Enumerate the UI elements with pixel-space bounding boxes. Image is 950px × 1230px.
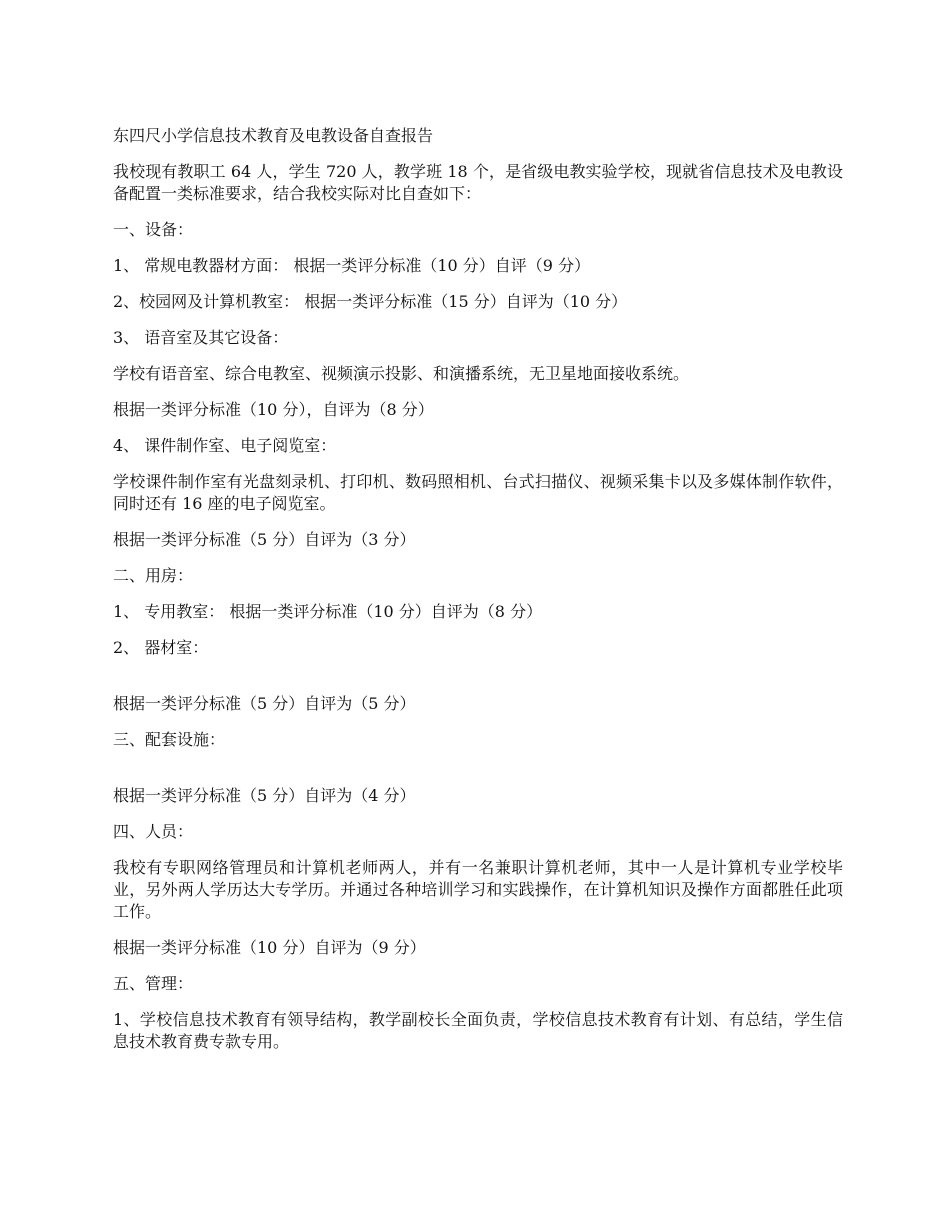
- section-4-heading: 四、人员：: [113, 822, 194, 841]
- document-page: [113, 125, 843, 1067]
- section-2-item-2-score: 根据一类评分标准（5 分）自评为（5 分）: [113, 694, 416, 713]
- document-title: 东四尺小学信息技术教育及电教设备自查报告: [113, 126, 434, 145]
- section-1-item-3-desc: 学校有语音室、综合电教室、视频演示投影、和演播系统，无卫星地面接收系统。: [113, 364, 690, 383]
- section-3-score: 根据一类评分标准（5 分）自评为（4 分）: [113, 786, 416, 805]
- section-1-item-3: 3、 语音室及其它设备：: [113, 328, 289, 347]
- section-1-item-2: 2、校园网及计算机教室： 根据一类评分标准（15 分）自评为（10 分）: [113, 292, 628, 311]
- blank-space: [113, 765, 843, 785]
- section-1-item-4-score: 根据一类评分标准（5 分）自评为（3 分）: [113, 530, 416, 549]
- section-5-item-1: 1、学校信息技术教育有领导结构，教学副校长全面负责，学校信息技术教育有计划、有总结，学生信息技术教育费专款专用。: [113, 1010, 843, 1051]
- section-1-item-4: 4、 课件制作室、电子阅览室：: [113, 436, 337, 455]
- section-1-item-1: 1、 常规电教器材方面： 根据一类评分标准（10 分）自评（9 分）: [113, 256, 591, 275]
- section-2-item-2: 2、 器材室：: [113, 638, 209, 657]
- section-1-heading: 一、设备：: [113, 220, 194, 239]
- intro-paragraph: 我校现有教职工 64 人，学生 720 人，教学班 18 个，是省级电教实验学校，现就省信息技术及电教设备配置一类标准要求，结合我校实际对比自查如下：: [113, 162, 843, 203]
- section-2-heading: 二、用房：: [113, 566, 194, 585]
- blank-space: [113, 673, 843, 693]
- section-1-item-3-score: 根据一类评分标准（10 分），自评为（8 分）: [113, 400, 434, 419]
- section-5-heading: 五、管理：: [113, 974, 194, 993]
- section-1-item-4-desc: 学校课件制作室有光盘刻录机、打印机、数码照相机、台式扫描仪、视频采集卡以及多媒体制作软件，同时还有 16 座的电子阅览室。: [113, 472, 843, 513]
- section-4-score: 根据一类评分标准（10 分）自评为（9 分）: [113, 938, 426, 957]
- section-4-desc: 我校有专职网络管理员和计算机老师两人，并有一名兼职计算机老师，其中一人是计算机专业学校毕业，另外两人学历达大专学历。并通过各种培训学习和实践操作，在计算机知识及操作方面都胜任此项工作。: [113, 858, 843, 921]
- section-2-item-1: 1、 专用教室： 根据一类评分标准（10 分）自评为（8 分）: [113, 602, 543, 621]
- section-3-heading: 三、配套设施：: [113, 730, 226, 749]
